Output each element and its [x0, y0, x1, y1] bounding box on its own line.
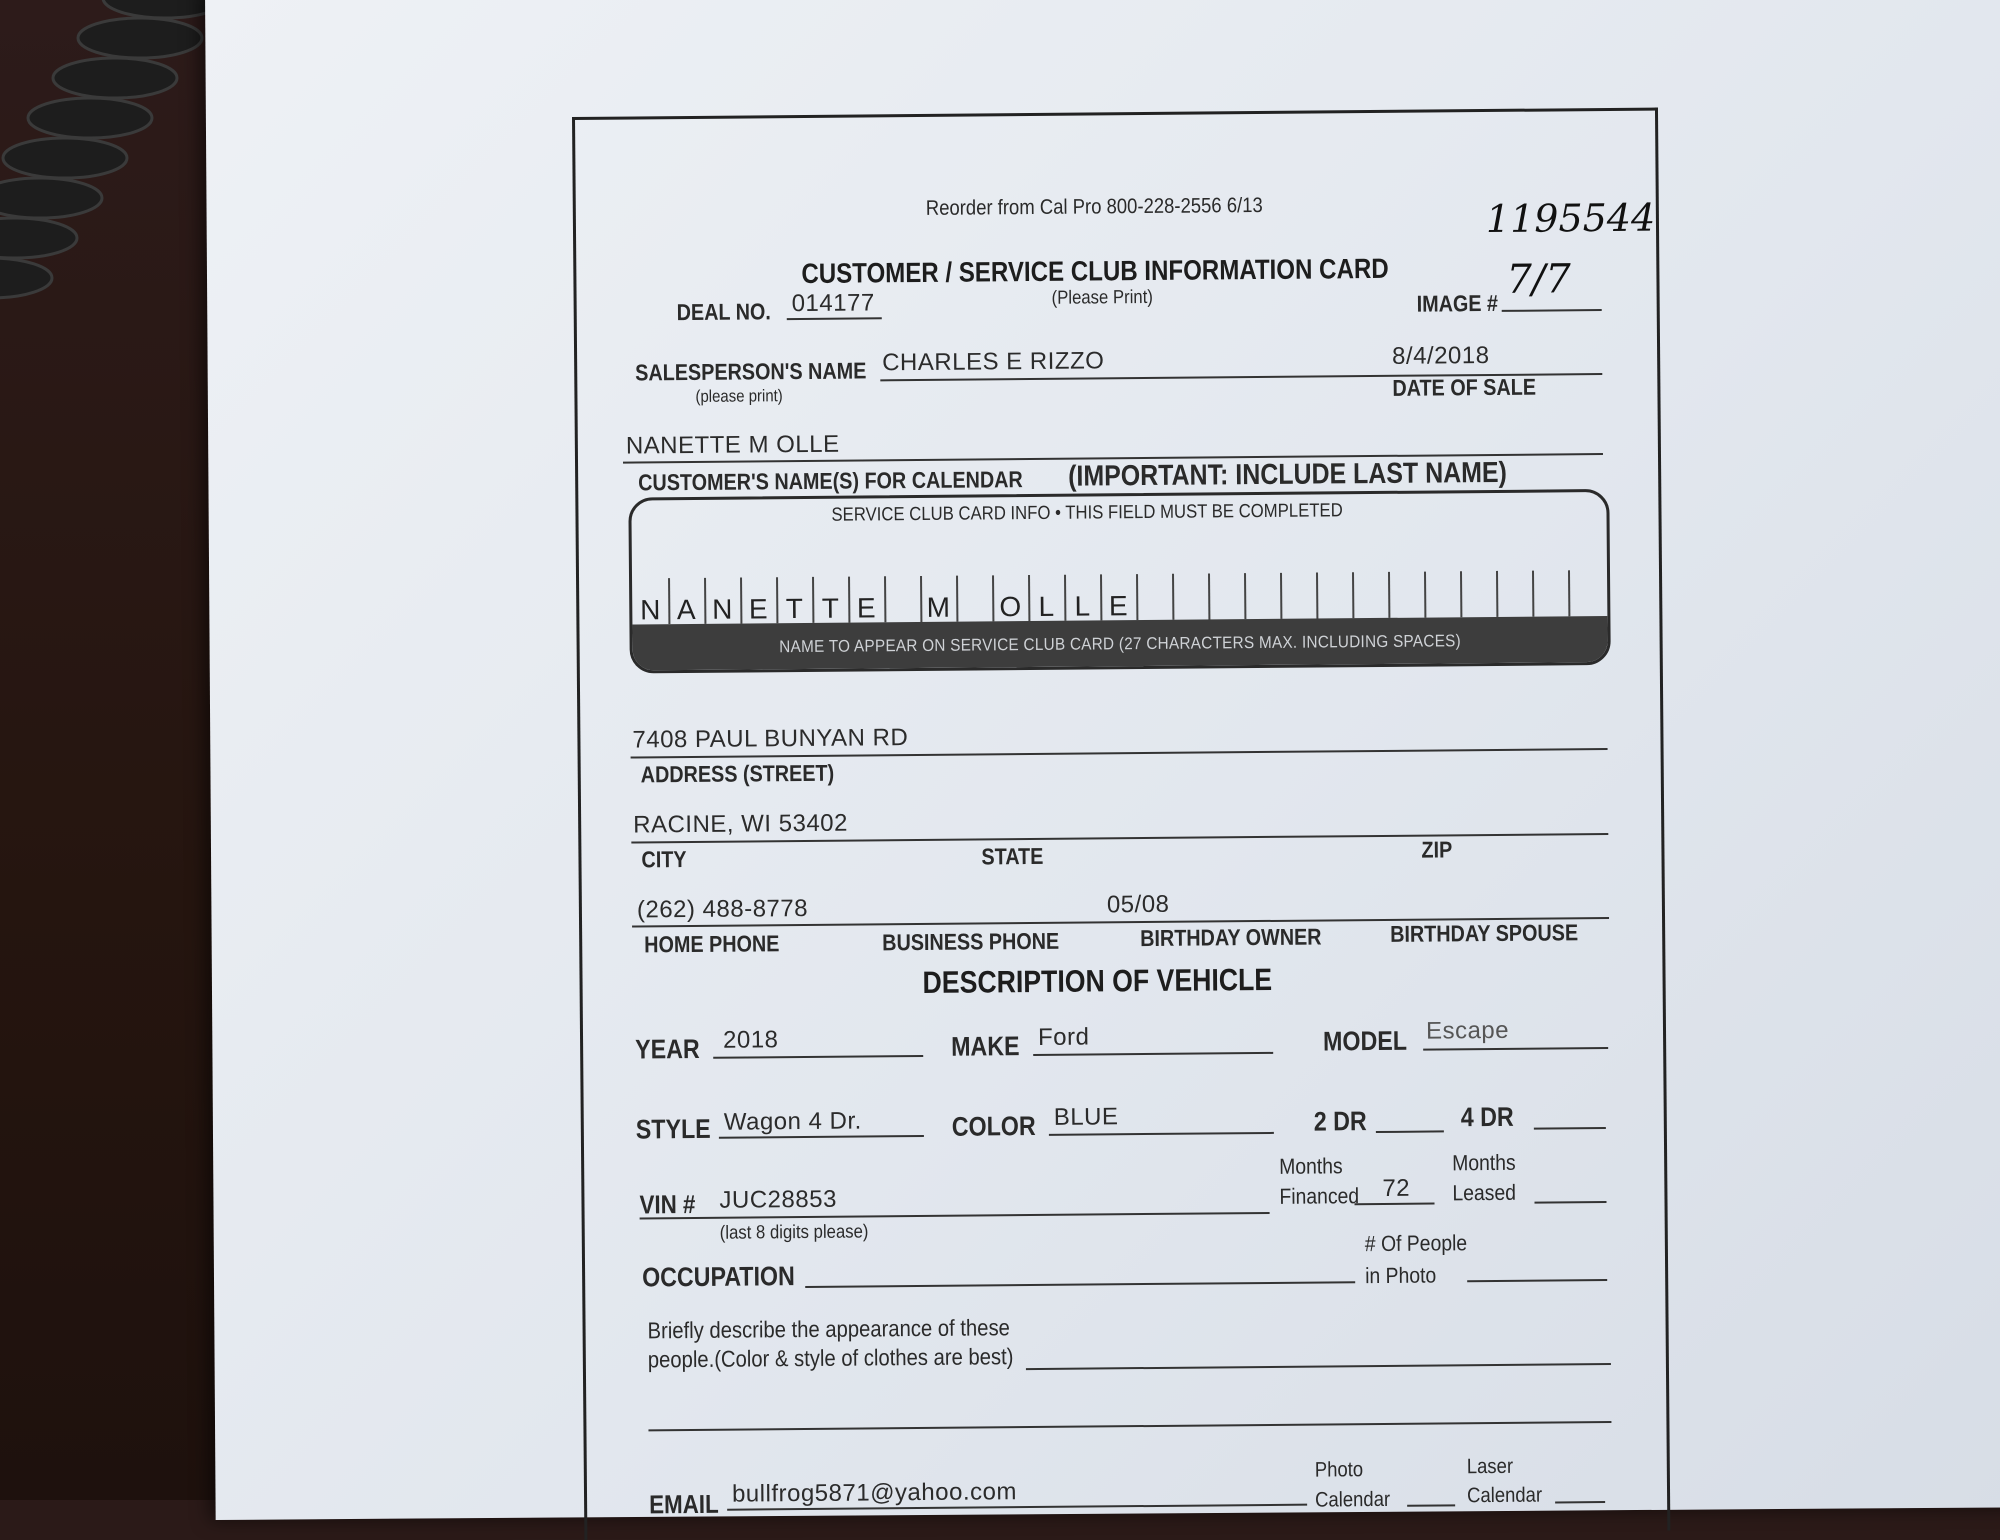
please-print: (Please Print)	[1052, 287, 1153, 310]
zip-label: ZIP	[1421, 836, 1452, 863]
city-label: CITY	[641, 846, 686, 873]
birthday-owner-label: BIRTHDAY OWNER	[1140, 923, 1322, 952]
style-line	[719, 1135, 924, 1139]
salesperson-value: CHARLES E RIZZO	[882, 347, 1104, 377]
year-value: 2018	[723, 1026, 779, 1054]
model-value: Escape	[1426, 1017, 1509, 1046]
occupation-line	[805, 1281, 1355, 1288]
state-label: STATE	[981, 843, 1043, 871]
image-value: 7/7	[1506, 256, 1571, 303]
club-name-letter: E	[848, 592, 884, 624]
address-label: ADDRESS (STREET)	[641, 760, 835, 789]
club-name-letter: L	[1064, 590, 1100, 622]
color-label: COLOR	[952, 1111, 1036, 1143]
financed-line	[1355, 1203, 1435, 1206]
salesperson-label: SALESPERSON'S NAME	[635, 357, 866, 386]
club-name-letter: A	[668, 594, 704, 626]
describe-line-1: Briefly describe the appearance of these	[647, 1314, 1010, 1344]
letter-divider	[956, 576, 958, 622]
club-name-letter: T	[812, 593, 848, 625]
letter-divider	[1568, 570, 1570, 616]
months-financed-label-2: Financed	[1279, 1183, 1359, 1210]
letter-divider	[1460, 571, 1462, 617]
date-of-sale-value: 8/4/2018	[1392, 342, 1490, 371]
club-name-letter: N	[704, 594, 740, 626]
letter-divider	[884, 576, 886, 622]
city-value: RACINE, WI 53402	[633, 810, 848, 840]
form-title: CUSTOMER / SERVICE CLUB INFORMATION CARD	[801, 253, 1389, 290]
style-label: STYLE	[636, 1114, 711, 1146]
year-label: YEAR	[635, 1034, 700, 1066]
make-line	[1033, 1052, 1273, 1056]
model-label: MODEL	[1323, 1026, 1407, 1058]
photo-calendar-label-2: Calendar	[1315, 1488, 1390, 1513]
four-door-label: 4 DR	[1461, 1102, 1514, 1133]
style-value: Wagon 4 Dr.	[724, 1108, 862, 1137]
customer-calendar-label: CUSTOMER'S NAME(S) FOR CALENDAR	[638, 466, 1023, 496]
club-name-letter: E	[740, 593, 776, 625]
home-phone-value: (262) 488-8778	[637, 895, 808, 924]
important-note: (IMPORTANT: INCLUDE LAST NAME)	[1068, 457, 1507, 494]
letter-divider	[1388, 572, 1390, 618]
letter-divider	[1496, 571, 1498, 617]
laser-calendar-label-2: Calendar	[1467, 1484, 1542, 1509]
club-name-letter: O	[992, 591, 1028, 623]
image-line	[1502, 309, 1602, 312]
email-label: EMAIL	[649, 1489, 719, 1521]
service-club-box	[628, 489, 1610, 674]
letter-divider	[1244, 573, 1246, 619]
make-label: MAKE	[951, 1031, 1020, 1063]
vin-label: VIN #	[639, 1189, 695, 1220]
home-phone-label: HOME PHONE	[644, 930, 779, 958]
laser-calendar-label-1: Laser	[1467, 1455, 1513, 1479]
months-financed-value: 72	[1382, 1175, 1410, 1203]
color-line	[1049, 1132, 1274, 1136]
people-line	[1467, 1279, 1607, 1282]
months-financed-label-1: Months	[1279, 1153, 1343, 1180]
four-door-line	[1534, 1127, 1606, 1130]
color-value: BLUE	[1054, 1103, 1119, 1132]
business-phone-label: BUSINESS PHONE	[882, 928, 1059, 957]
describe-line-2: people.(Color & style of clothes are best)	[648, 1343, 1014, 1373]
laser-line	[1555, 1501, 1605, 1503]
deal-line	[787, 317, 882, 320]
club-name-letter: E	[1100, 590, 1136, 622]
birthday-spouse-label: BIRTHDAY SPOUSE	[1390, 919, 1578, 948]
club-name-letter: M	[920, 592, 956, 624]
vin-note: (last 8 digits please)	[720, 1221, 869, 1244]
vehicle-heading: DESCRIPTION OF VEHICLE	[922, 962, 1272, 1001]
photo-calendar-label-1: Photo	[1315, 1458, 1364, 1482]
describe-line	[1026, 1363, 1611, 1370]
letter-divider	[1280, 573, 1282, 619]
service-club-footer: NAME TO APPEAR ON SERVICE CLUB CARD (27 CHARACTERS MAX. INCLUDING SPACES)	[681, 630, 1559, 658]
reorder-line: Reorder from Cal Pro 800-228-2556 6/13	[926, 194, 1263, 221]
customer-calendar-value: NANETTE M OLLE	[626, 431, 840, 461]
club-name-letter: L	[1028, 591, 1064, 623]
birthday-owner-value: 05/08	[1107, 891, 1170, 920]
letter-divider	[1352, 572, 1354, 618]
email-value: bullfrog5871@yahoo.com	[732, 1478, 1017, 1508]
year-line	[713, 1055, 923, 1059]
describe-line-extra	[648, 1421, 1611, 1431]
letter-divider	[1172, 574, 1174, 620]
club-name-letter: T	[776, 593, 812, 625]
months-leased-label-1: Months	[1452, 1150, 1516, 1177]
photo-line	[1407, 1504, 1455, 1506]
occupation-label: OCCUPATION	[642, 1261, 795, 1293]
model-line	[1423, 1047, 1608, 1051]
deal-label: DEAL NO.	[677, 298, 771, 326]
letter-divider	[1208, 573, 1210, 619]
address-value: 7408 PAUL BUNYAN RD	[632, 724, 908, 754]
salesperson-sublabel: (please print)	[695, 386, 782, 407]
letter-divider	[1424, 572, 1426, 618]
leased-line	[1535, 1201, 1607, 1204]
two-door-label: 2 DR	[1314, 1106, 1367, 1137]
people-label-1: # Of People	[1365, 1230, 1467, 1257]
club-name-letter: N	[632, 594, 668, 626]
deal-value: 014177	[792, 289, 875, 318]
letter-divider	[1532, 571, 1534, 617]
handwritten-number: 1195544	[1486, 196, 1656, 241]
people-label-2: in Photo	[1365, 1263, 1436, 1290]
make-value: Ford	[1038, 1024, 1090, 1052]
image-label: IMAGE #	[1417, 290, 1499, 318]
two-door-line	[1376, 1130, 1444, 1133]
date-of-sale-label: DATE OF SALE	[1392, 374, 1536, 402]
info-card	[572, 108, 1670, 1540]
letter-divider	[1316, 573, 1318, 619]
service-club-header: SERVICE CLUB CARD INFO • THIS FIELD MUST BE COMPLETED	[831, 500, 1342, 526]
months-leased-label-2: Leased	[1452, 1180, 1516, 1207]
vin-value: JUC28853	[719, 1186, 837, 1215]
